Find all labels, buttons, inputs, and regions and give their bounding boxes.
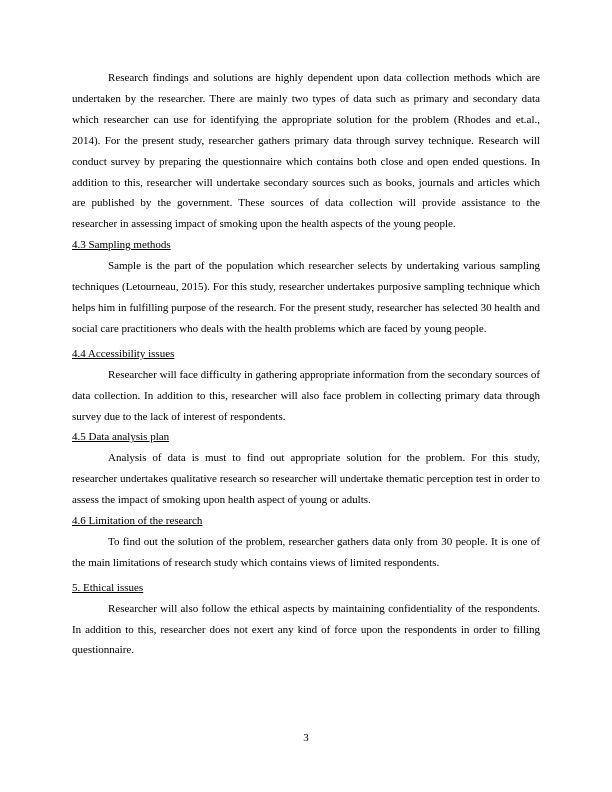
section-heading-accessibility-issues: 4.4 Accessibility issues — [72, 347, 175, 360]
section-heading-sampling-methods: 4.3 Sampling methods — [72, 239, 171, 252]
sampling-methods-paragraph: Sample is the part of the population which researcher selects by undertaking various sampling techniques (Letourneau, 2015). For this study, researcher undertakes purposive sampling technique which helps him in fulfilling purpose of the research. For the present study, researcher has selected 30 health and social care practitioners who deals with the health problems which are faced by young people. — [72, 260, 540, 335]
limitation-paragraph: To find out the solution of the problem, researcher gathers data only from 30 people. It is one of the main limitations of research study which contains views of limited respondents. — [72, 535, 540, 569]
section-heading-data-analysis-plan: 4.5 Data analysis plan — [72, 431, 170, 444]
intro-paragraph: Research findings and solutions are highly dependent upon data collection methods which are undertaken by the researcher. There are mainly two types of data such as primary and secondary data which researcher can use for identifying the appropriate solution for the problem (Rhodes and et.al., 2014). For the present study, researcher gathers primary data through survey technique. Research will conduct survey by preparing the questionnaire which contains both close and open ended questions. In addition to this, researcher will undertake secondary sources such as books, journals and articles which are published by the government. These sources of data collection will provide assistance to the researcher in assessing impact of smoking upon the health aspects of the young people. — [72, 72, 540, 231]
document-page — [72, 68, 540, 661]
section-heading-ethical-issues: 5. Ethical issues — [72, 581, 144, 594]
page-number: 3 — [303, 732, 309, 744]
data-analysis-plan-paragraph: Analysis of data is must to find out appropriate solution for the problem. For this study, researcher undertakes qualitative research so researcher will undertake thematic perception test in order to assess the impact of smoking upon health aspect of young or adults. — [72, 452, 540, 507]
accessibility-issues-paragraph: Researcher will face difficulty in gathering appropriate information from the secondary sources of data collection. In addition to this, researcher will also face problem in collecting primary data through survey due to the lack of interest of respondents. — [72, 368, 540, 423]
section-heading-limitation: 4.6 Limitation of the research — [72, 515, 203, 528]
ethical-issues-paragraph: Researcher will also follow the ethical aspects by maintaining confidentiality of the respondents. In addition to this, researcher does not exert any kind of force upon the respondents in order to filling questionnaire. — [72, 602, 540, 657]
